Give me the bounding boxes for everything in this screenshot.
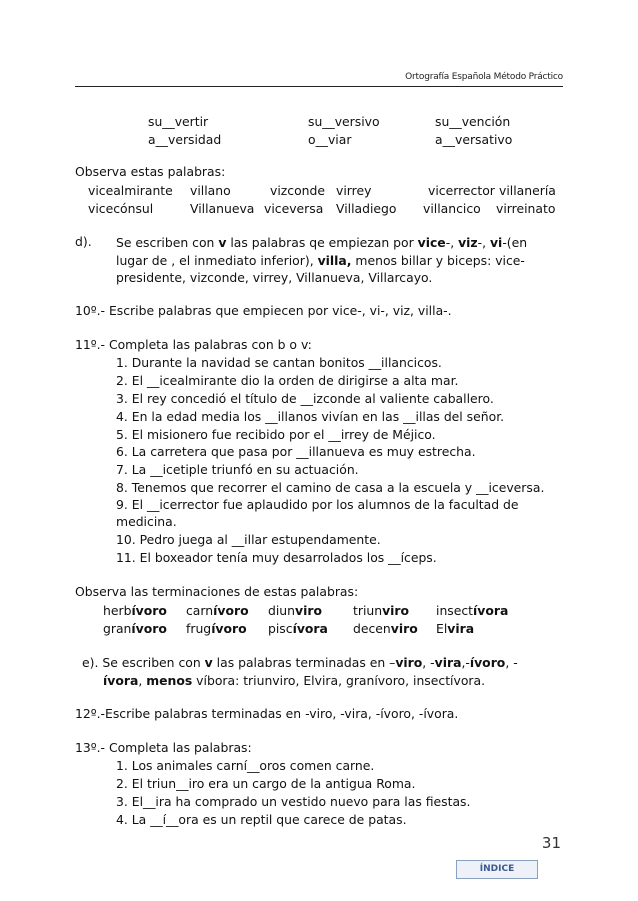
ending: viro <box>390 621 418 636</box>
exercise-item: 1. Durante la navidad se cantan bonitos __illancicos. <box>116 355 442 370</box>
bold-text: v <box>204 655 213 670</box>
text: Se escriben con <box>116 235 219 250</box>
word <box>186 602 249 619</box>
fill-word: su__vertir <box>148 114 209 129</box>
rule-d-marker: d). <box>75 234 92 249</box>
word: virreinato <box>496 201 556 216</box>
fill-word: su__versivo <box>308 114 380 129</box>
exercise-item: 4. La __í__ora es un reptil que carece de patas. <box>116 812 407 827</box>
stem: diun <box>268 603 296 618</box>
exercise-item: 3. El__ira ha comprado un vestido nuevo para las fiestas. <box>116 794 471 809</box>
stem: herb <box>103 603 132 618</box>
ending: viro <box>382 603 410 618</box>
text: , - <box>505 655 518 670</box>
bold-text: viro <box>395 655 423 670</box>
stem: triun <box>353 603 383 618</box>
rule-e-line-2 <box>103 672 485 689</box>
word: viceversa <box>264 201 324 216</box>
exercise-item: 4. En la edad media los __illanos vivían en las __illas del señor. <box>116 409 505 424</box>
ending: ívoro <box>131 603 167 618</box>
bold-text: vice <box>417 235 446 250</box>
exercise-item: 5. El misionero fue recibido por el __irrey de Méjico. <box>116 427 436 442</box>
index-button[interactable]: ÍNDICE <box>456 860 538 879</box>
text: las palabras qe empiezan por <box>226 235 418 250</box>
rule-d-line-2 <box>116 252 525 269</box>
header-rule <box>75 86 563 87</box>
text: ,- <box>461 655 470 670</box>
observa-title: Observa estas palabras: <box>75 164 226 179</box>
text: , - <box>422 655 435 670</box>
stem: insect <box>436 603 474 618</box>
word <box>103 602 167 619</box>
word: Villadiego <box>336 201 397 216</box>
bold-text: ívora <box>103 673 139 688</box>
word <box>353 620 418 637</box>
text: víbora: triunviro, Elvira, granívoro, insectívora. <box>192 673 486 688</box>
stem: pisc <box>268 621 293 636</box>
bold-text: menos <box>146 673 193 688</box>
observa-endings-title: Observa las terminaciones de estas palabras: <box>75 584 359 599</box>
bold-text: vi <box>489 235 503 250</box>
word: villancico <box>423 201 481 216</box>
word <box>186 620 247 637</box>
stem: frug <box>186 621 212 636</box>
exercise-item: 11. El boxeador tenía muy desarrolados los __íceps. <box>116 550 437 565</box>
word: virrey <box>336 183 372 198</box>
rule-d-line-3: presidente, vizconde, virrey, Villanueva, Villarcayo. <box>116 270 433 285</box>
text: menos billar y biceps: vice- <box>351 253 525 268</box>
word <box>436 602 508 619</box>
fill-word: a__versidad <box>148 132 222 147</box>
fill-word: su__vención <box>435 114 511 129</box>
word <box>436 620 474 637</box>
stem: carn <box>186 603 214 618</box>
exercise-item: 8. Tenemos que recorrer el camino de casa a la escuela y __iceversa. <box>116 480 545 495</box>
bold-text: viz <box>458 235 478 250</box>
text: las palabras terminadas en – <box>212 655 396 670</box>
bold-text: v <box>218 235 227 250</box>
text: -, <box>477 235 490 250</box>
word: Villanueva <box>190 201 255 216</box>
word <box>268 602 322 619</box>
ending: ívora <box>473 603 509 618</box>
bold-text: vira <box>434 655 462 670</box>
exercise-item: 2. El __icealmirante dio la orden de dirigirse a alta mar. <box>116 373 459 388</box>
rule-d-line-1 <box>116 234 527 251</box>
exercise-item: medicina. <box>116 514 177 529</box>
text: lugar de , el inmediato inferior), <box>116 253 318 268</box>
stem: gran <box>103 621 132 636</box>
exercise-11-title: 11º.- Completa las palabras con b o v: <box>75 337 312 352</box>
word <box>103 620 167 637</box>
word: vicealmirante <box>88 183 173 198</box>
running-title: Ortografía Española Método Práctico <box>405 72 563 82</box>
exercise-item: 1. Los animales carní__oros comen carne. <box>116 758 375 773</box>
bold-text: ívoro <box>469 655 506 670</box>
word: vicerrector <box>428 183 495 198</box>
text: , <box>138 673 147 688</box>
exercise-item: 2. El triun__iro era un cargo de la antigua Roma. <box>116 776 416 791</box>
exercise-item: 3. El rey concedió el título de __izconde al valiente caballero. <box>116 391 494 406</box>
ending: ívoro <box>131 621 167 636</box>
exercise-10: 10º.- Escribe palabras que empiecen por vice-, vi-, viz, villa-. <box>75 303 452 318</box>
exercise-12: 12º.-Escribe palabras terminadas en -viro, -vira, -ívoro, -ívora. <box>75 706 459 721</box>
stem: El <box>436 621 448 636</box>
rule-e-line-1 <box>82 654 518 671</box>
fill-word: a__versativo <box>435 132 513 147</box>
word <box>353 602 409 619</box>
exercise-item: 6. La carretera que pasa por __illanueva es muy estrecha. <box>116 444 476 459</box>
bold-text: villa, <box>317 253 352 268</box>
ending: ívora <box>292 621 328 636</box>
text: -(en <box>502 235 528 250</box>
ending: ívoro <box>211 621 247 636</box>
word: vizconde <box>270 183 326 198</box>
stem: decen <box>353 621 391 636</box>
ending: ívoro <box>213 603 249 618</box>
exercise-item: 10. Pedro juega al __illar estupendamente. <box>116 532 381 547</box>
text: e). Se escriben con <box>82 655 205 670</box>
ending: vira <box>447 621 475 636</box>
text: -, <box>445 235 459 250</box>
exercise-13-title: 13º.- Completa las palabras: <box>75 740 252 755</box>
fill-word: o__viar <box>308 132 352 147</box>
page-number: 31 <box>541 834 561 852</box>
word: villano <box>190 183 231 198</box>
exercise-item: 9. El __icerrector fue aplaudido por los alumnos de la facultad de <box>116 497 519 512</box>
ending: viro <box>295 603 322 618</box>
word: vicecónsul <box>88 201 154 216</box>
word: villanería <box>499 183 556 198</box>
exercise-item: 7. La __icetiple triunfó en su actuación. <box>116 462 359 477</box>
word <box>268 620 328 637</box>
